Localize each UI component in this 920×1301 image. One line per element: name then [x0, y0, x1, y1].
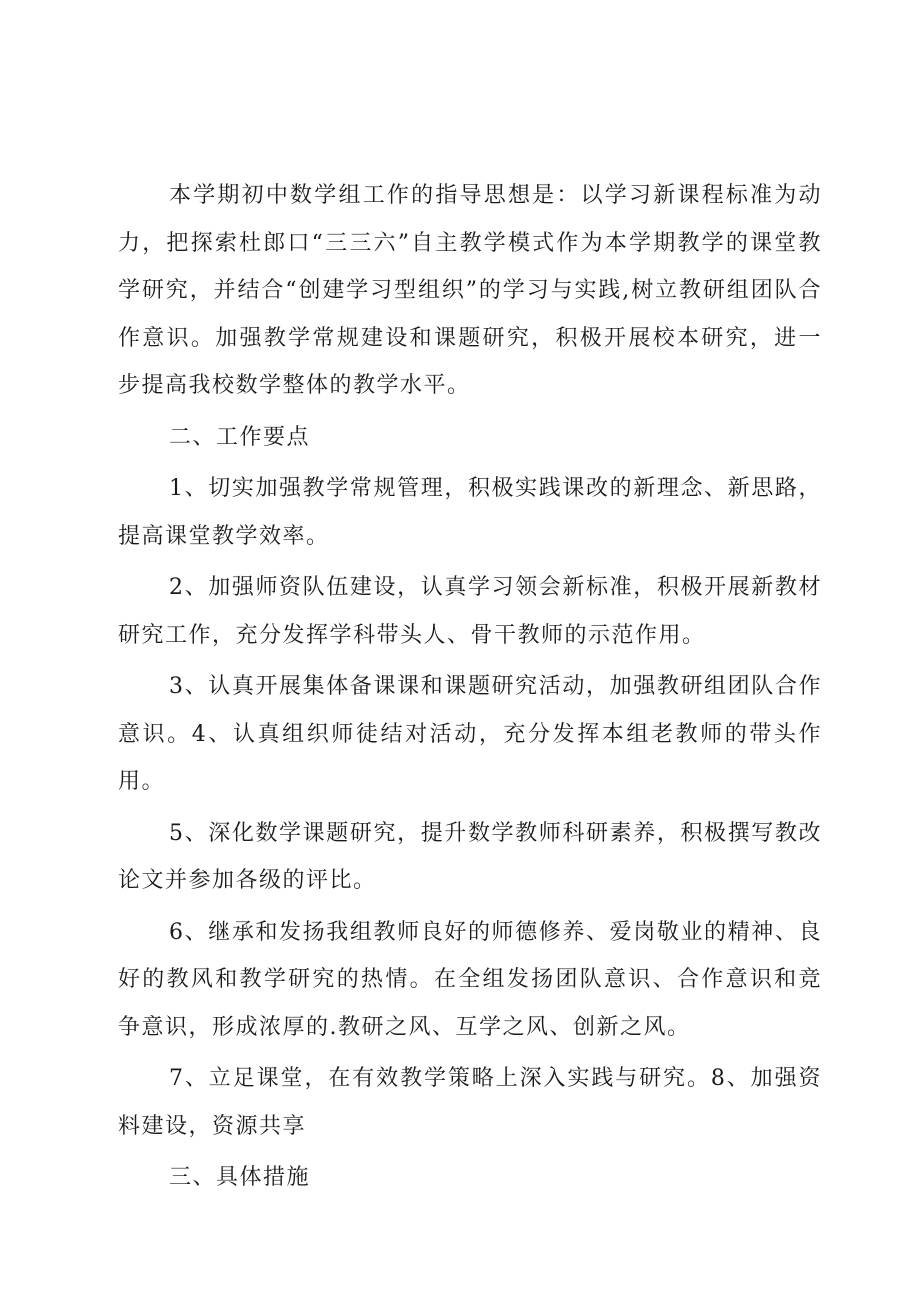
- work-point-7-8: 7、立足课堂，在有效教学策略上深入实践与研究。8、加强资料建设，资源共享: [118, 1066, 822, 1139]
- work-point-3-4: 3、认真开展集体备课课和课题研究活动，加强教研组团队合作意识。4、认真组织师徒结对活动，充分发挥本组老教师的带头作用。: [118, 674, 822, 794]
- work-point-1: 1、切实加强教学常规管理，积极实践课改的新理念、新思路，提高课堂教学效率。: [118, 476, 822, 549]
- work-point-6: 6、继承和发扬我组教师良好的师德修养、爱岗敬业的精神、良好的教风和教学研究的热情。在全组发扬团队意识、合作意识和竞争意识，形成浓厚的.教研之风、互学之风、创新之风。: [118, 919, 822, 1040]
- section-heading-work-points: 二、工作要点: [169, 424, 311, 450]
- work-point-5: 5、深化数学课题研究，提升数学教师科研素养，积极撰写教改论文并参加各级的评比。: [118, 820, 822, 893]
- document-body: [118, 172, 822, 1202]
- guiding-ideology-paragraph: 本学期初中数学组工作的指导思想是：以学习新课程标准为动力，把探索杜郎口“三三六”自主教学模式作为本学期教学的课堂教学研究，并结合“创建学习型组织”的学习与实践,树立教研组团队合作意识。加强教学常规建设和课题研究，积极开展校本研究，进一步提高我校数学整体的教学水平。: [118, 183, 822, 398]
- section-heading-specific-measures: 三、具体措施: [169, 1165, 311, 1190]
- work-point-2: 2、加强师资队伍建设，认真学习领会新标准，积极开展新教材研究工作，充分发挥学科带头人、骨干教师的示范作用。: [118, 575, 822, 648]
